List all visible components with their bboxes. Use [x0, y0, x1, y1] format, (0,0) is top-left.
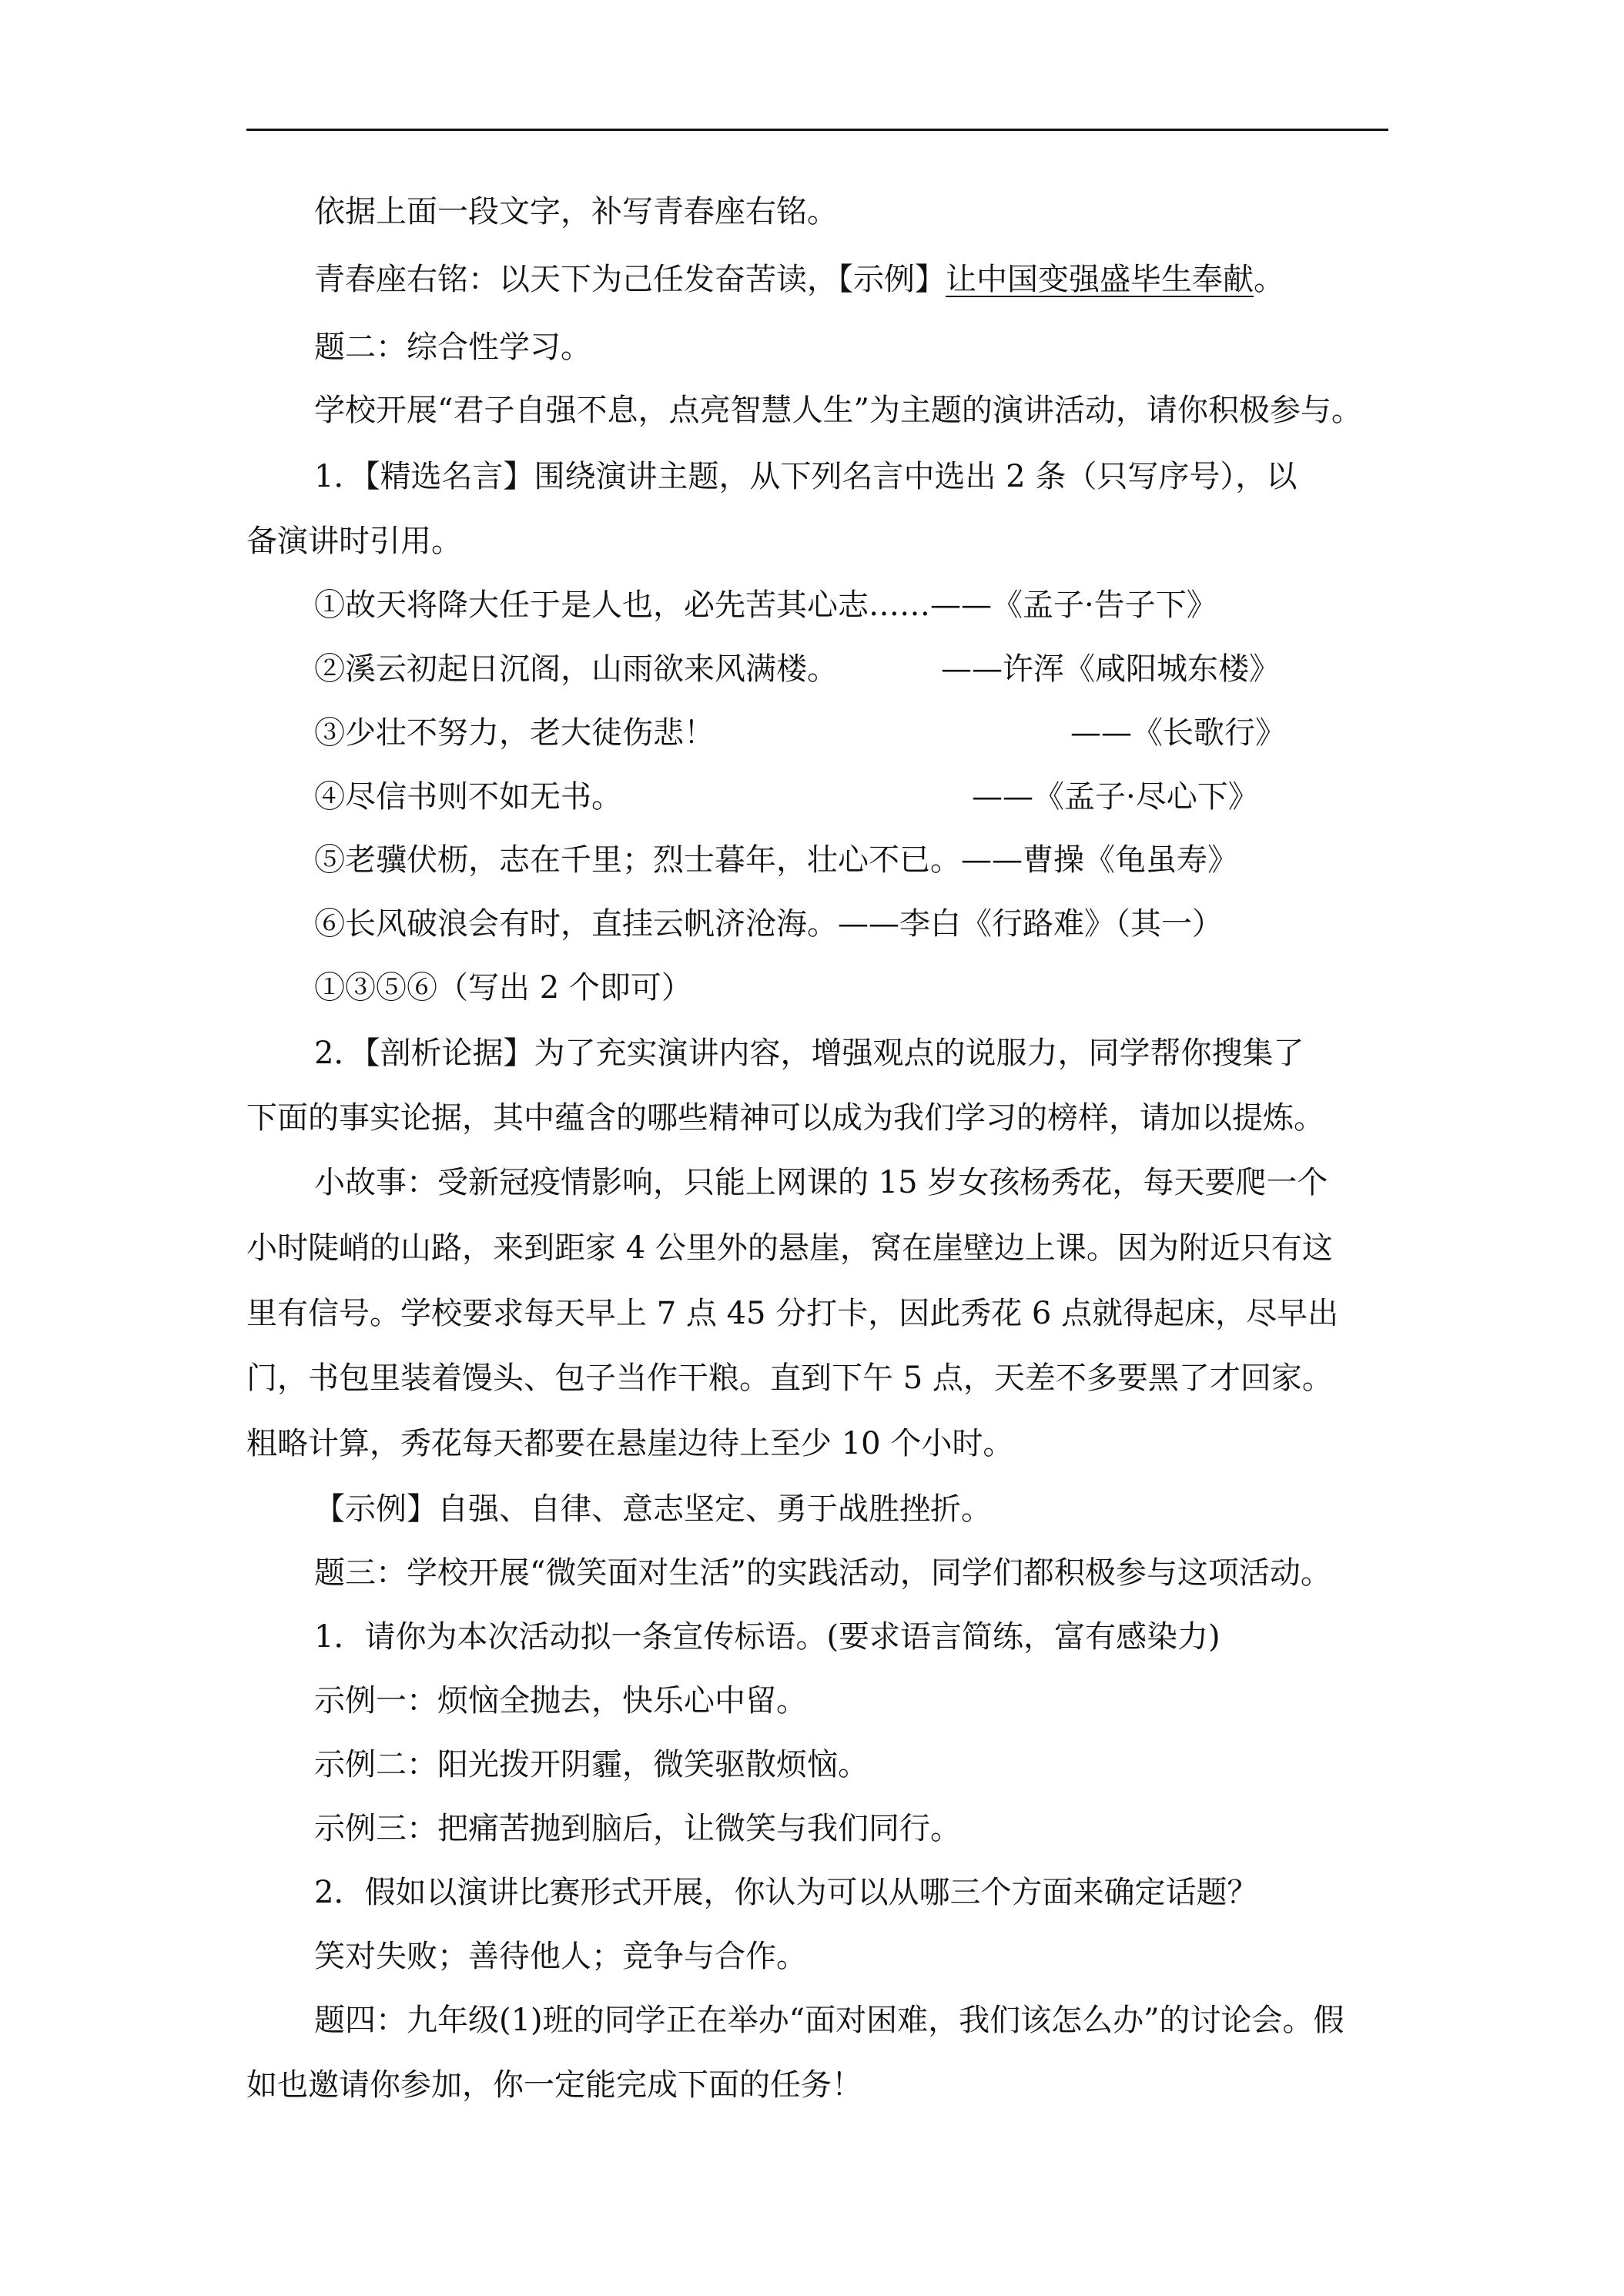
- quote-1: ①故天将降大任于是人也，必先苦其心志……——《孟子·告子下》: [314, 587, 1217, 623]
- question-1-line-1: 1．【精选名言】围绕演讲主题，从下列名言中选出 2 条（只写序号），以: [314, 459, 1298, 494]
- story-line-1: 小故事：受新冠疫情影响，只能上网课的 15 岁女孩杨秀花，每天要爬一个: [314, 1165, 1328, 1200]
- quote-4-source: ——《孟子·尽心下》: [972, 779, 1259, 815]
- section-title-2: 题二：综合性学习。: [314, 330, 591, 365]
- motto-line: [314, 264, 1284, 295]
- paragraph-instruction: 依据上面一段文字，补写青春座右铭。: [314, 194, 838, 229]
- question-3-1: 1．请你为本次活动拟一条宣传标语。(要求语言简练，富有感染力): [314, 1619, 1221, 1655]
- question-2-line-2: 下面的事实论据，其中蕴含的哪些精神可以成为我们学习的榜样，请加以提炼。: [246, 1100, 1324, 1136]
- motto-prefix: 青春座右铭：以天下为己任发奋苦读，【示例】: [314, 262, 946, 297]
- answer-1: ①③⑤⑥（写出 2 个即可）: [314, 970, 692, 1006]
- story-line-5: 粗略计算，秀花每天都要在悬崖边待上至少 10 个小时。: [246, 1426, 1014, 1461]
- question-3-2: 2．假如以演讲比赛形式开展，你认为可以从哪三个方面来确定话题？: [314, 1875, 1258, 1910]
- example-2: 示例二：阳光拨开阴霾，微笑驱散烦恼。: [314, 1747, 869, 1782]
- question-2-line-1: 2．【剖析论据】为了充实演讲内容，增强观点的说服力，同学帮你搜集了: [314, 1036, 1304, 1071]
- quote-2-source: ——许浑《咸阳城东楼》: [941, 651, 1280, 687]
- question-1-line-2: 备演讲时引用。: [246, 524, 462, 559]
- motto-underlined: 让中国变强盛毕生奉献: [946, 262, 1254, 297]
- quote-5: ⑤老骥伏枥，志在千里；烈士暮年，壮心不已。——曹操《龟虽寿》: [314, 842, 1238, 878]
- section-title-4-line-2: 如也邀请你参加，你一定能完成下面的任务！: [246, 2067, 862, 2103]
- header-rule: [246, 129, 1388, 131]
- answer-2: 【示例】自强、自律、意志坚定、勇于战胜挫折。: [314, 1491, 992, 1527]
- paragraph-activity: 学校开展“君子自强不息，点亮智慧人生”为主题的演讲活动，请你积极参与。: [314, 393, 1362, 428]
- quote-6: ⑥长风破浪会有时，直挂云帆济沧海。——李白《行路难》（其一）: [314, 906, 1223, 942]
- story-line-4: 门，书包里装着馒头、包子当作干粮。直到下午 5 点，天差不多要黑了才回家。: [246, 1361, 1333, 1396]
- quote-3-source: ——《长歌行》: [1070, 715, 1286, 751]
- quote-2: ②溪云初起日沉阁，山雨欲来风满楼。: [314, 651, 838, 687]
- story-line-3: 里有信号。学校要求每天早上 7 点 45 分打卡，因此秀花 6 点就得起床，尽早出: [246, 1296, 1339, 1331]
- section-title-3: 题三：学校开展“微笑面对生活”的实践活动，同学们都积极参与这项活动。: [314, 1555, 1331, 1591]
- quote-3: ③少壮不努力，老大徒伤悲！: [314, 715, 715, 751]
- answer-3: 笑对失败；善待他人；竞争与合作。: [314, 1939, 807, 1974]
- motto-suffix: 。: [1254, 262, 1284, 297]
- section-title-4-line-1: 题四：九年级(1)班的同学正在举办“面对困难，我们该怎么办”的讨论会。假: [314, 2003, 1344, 2038]
- story-line-2: 小时陡峭的山路，来到距家 4 公里外的悬崖，窝在崖壁边上课。因为附近只有这: [246, 1230, 1333, 1266]
- example-3: 示例三：把痛苦抛到脑后，让微笑与我们同行。: [314, 1811, 961, 1846]
- example-1: 示例一：烦恼全抛去，快乐心中留。: [314, 1683, 807, 1719]
- quote-4: ④尽信书则不如无书。: [314, 779, 622, 815]
